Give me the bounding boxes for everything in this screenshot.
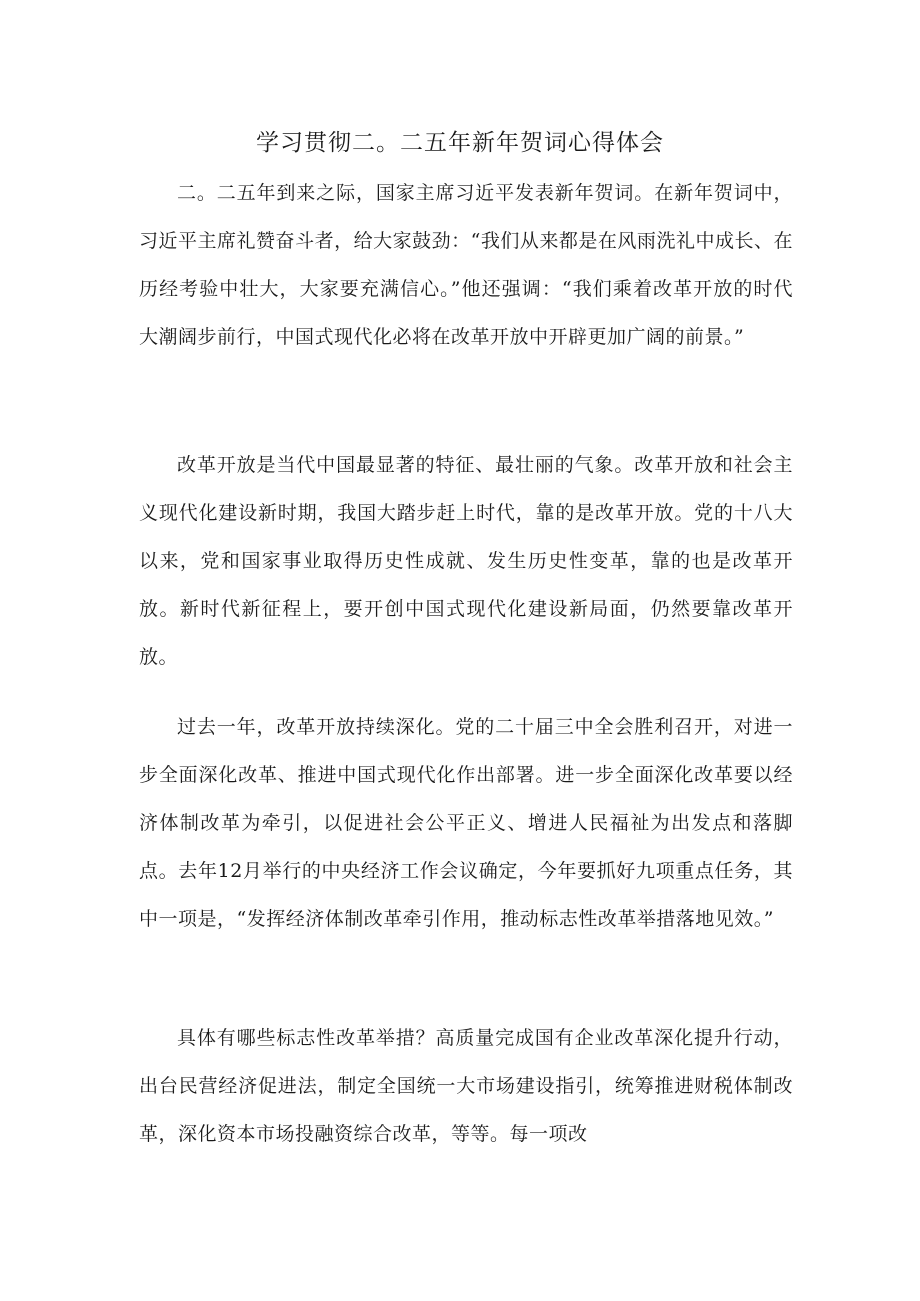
document-title: 学习贯彻二。二五年新年贺词心得体会	[256, 130, 664, 156]
paragraph-3: 过去一年，改革开放持续深化。党的二十届三中全会胜利召开，对进一步全面深化改革、推进中国式现代化作出部署。进一步全面深化改革要以经济体制改革为牵引，以促进社会公平正义、增进人民福祉为出发点和落脚点。去年12月举行的中央经济工作会议确定，今年要抓好九项重点任务，其中一项是，“发挥经济体制改革牵引作用，推动标志性改革举措落地见效。”	[139, 716, 793, 930]
paragraph-1: 二。二五年到来之际，国家主席习近平发表新年贺词。在新年贺词中，习近平主席礼赞奋斗者，给大家鼓劲：“我们从来都是在风雨洗礼中成长、在历经考验中壮大，大家要充满信心。”他还强调：“我们乘着改革开放的时代大潮阔步前行，中国式现代化必将在改革开放中开辟更加广阔的前景。”	[139, 182, 793, 348]
paragraph-4: 具体有哪些标志性改革举措？高质量完成国有企业改革深化提升行动，出台民营经济促进法，制定全国统一大市场建设指引，统筹推进财税体制改革，深化资本市场投融资综合改革，等等。每一项改	[139, 1027, 793, 1145]
paragraph-2: 改革开放是当代中国最显著的特征、最壮丽的气象。改革开放和社会主义现代化建设新时期，我国大踏步赶上时代，靠的是改革开放。党的十八大以来，党和国家事业取得历史性成就、发生历史性变革，靠的也是改革开放。新时代新征程上，要开创中国式现代化建设新局面，仍然要靠改革开放。	[139, 454, 793, 668]
